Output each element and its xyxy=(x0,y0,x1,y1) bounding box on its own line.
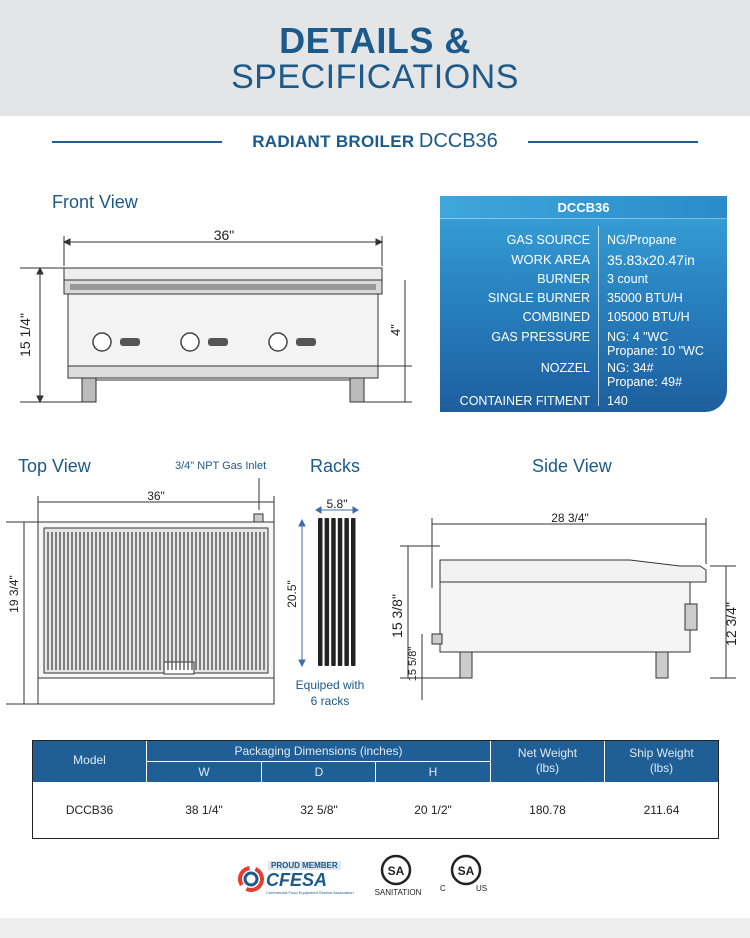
spec-value-2: Propane: 10 "WC xyxy=(607,344,704,358)
product-type: RADIANT BROILER xyxy=(252,132,415,151)
product-subtitle xyxy=(0,130,750,153)
cell-d: 32 5/8" xyxy=(300,803,338,817)
packaging-table xyxy=(32,740,719,839)
csa-badge-icon xyxy=(380,854,412,886)
side-depth-label: 28 3/4" xyxy=(551,511,589,525)
csa-us-label: US xyxy=(476,884,488,893)
col-ship-label: Ship Weight xyxy=(629,746,694,760)
racks-note xyxy=(290,677,370,709)
col-h: H xyxy=(428,765,438,779)
spec-value: NG: 4 "WC xyxy=(607,330,669,344)
racks-title: Racks xyxy=(310,456,361,476)
col-net-label: Net Weight xyxy=(517,746,578,760)
table-divider xyxy=(147,761,490,762)
csa-cus-logo xyxy=(440,852,496,900)
spec-value: 35.83x20.47in xyxy=(607,252,695,268)
col-ship xyxy=(605,746,718,776)
csa-badge-icon xyxy=(450,854,482,886)
col-model: Model xyxy=(73,753,106,767)
rack-bar xyxy=(344,518,349,666)
page-title-line2: SPECIFICATIONS xyxy=(231,58,519,96)
cfesa-logo xyxy=(238,858,358,898)
spec-label: COMBINED xyxy=(522,310,590,324)
cfesa-name: CFESA xyxy=(266,870,328,890)
col-packaging: Packaging Dimensions (inches) xyxy=(234,744,403,758)
cell-h: 20 1/2" xyxy=(414,803,452,817)
side-view-title: Side View xyxy=(532,456,612,476)
front-width-label: 36" xyxy=(213,227,235,243)
spec-label: GAS PRESSURE xyxy=(491,330,590,344)
cell-model: DCCB36 xyxy=(65,803,114,817)
front-leg-label: 4" xyxy=(388,324,403,336)
cfesa-swirl-icon xyxy=(238,866,264,892)
rack-bar xyxy=(351,518,356,666)
col-net xyxy=(491,746,604,776)
rack-bar xyxy=(331,518,336,666)
page-title-line1: DETAILS & xyxy=(279,20,471,61)
spec-value: 3 count xyxy=(607,272,649,286)
rack-length-label: 20.5" xyxy=(285,580,299,608)
front-height-label: 15 1/4" xyxy=(17,313,33,357)
rack-width-label: 5.8" xyxy=(326,497,348,511)
csa-c-label: C xyxy=(440,884,446,893)
svg-text:SA: SA xyxy=(387,864,405,878)
csa-sanitation-logo xyxy=(370,852,426,900)
spec-value-2: Propane: 49# xyxy=(607,375,683,389)
spec-label: SINGLE BURNER xyxy=(487,291,590,305)
top-view-drawing xyxy=(4,476,284,706)
table-row xyxy=(33,782,718,838)
spec-label: WORK AREA xyxy=(511,252,590,267)
side-leg-label: 15 5/8" xyxy=(407,646,419,682)
footer-bar xyxy=(0,918,750,938)
spec-value: NG/Propane xyxy=(607,233,677,247)
sanitation-label: SANITATION xyxy=(374,888,422,897)
spec-value: 105000 BTU/H xyxy=(607,310,690,324)
col-ship-unit: (lbs) xyxy=(649,761,674,775)
spec-value: 140 xyxy=(607,394,628,408)
spec-value: NG: 34# xyxy=(607,361,654,375)
spec-label: NOZZEL xyxy=(540,361,590,375)
cell-ship: 211.64 xyxy=(643,803,680,817)
front-view-drawing xyxy=(10,220,430,430)
svg-text:SA: SA xyxy=(457,864,475,878)
cell-w: 38 1/4" xyxy=(185,803,223,817)
spec-label: BURNER xyxy=(537,272,590,286)
spec-divider xyxy=(598,226,599,406)
racks-note-line2: 6 racks xyxy=(310,694,350,708)
top-width-label: 36" xyxy=(147,489,165,503)
rack-bar xyxy=(338,518,343,666)
col-net-unit: (lbs) xyxy=(535,761,560,775)
side-height-label: 15 3/8" xyxy=(389,594,405,638)
side-front-label: 12 3/4" xyxy=(723,602,739,646)
cfesa-top: PROUD MEMBER xyxy=(268,861,341,870)
col-d: D xyxy=(314,765,324,779)
spec-label: CONTAINER FITMENT xyxy=(459,394,590,408)
racks-drawing xyxy=(285,496,368,676)
col-w: W xyxy=(198,765,210,779)
cfesa-tagline: Commercial Food Equipment Service Association xyxy=(266,890,354,895)
top-view-title: Top View xyxy=(18,456,91,476)
spec-panel-header: DCCB36 xyxy=(440,196,727,219)
cell-net: 180.78 xyxy=(529,803,566,817)
gas-inlet-label: 3/4" NPT Gas Inlet xyxy=(175,460,267,472)
spec-label: GAS SOURCE xyxy=(506,233,590,247)
product-model: DCCB36 xyxy=(418,130,498,152)
rack-bar xyxy=(318,518,323,666)
spec-panel xyxy=(440,196,727,412)
side-view-drawing xyxy=(389,504,740,704)
racks-note-line1: Equiped with xyxy=(295,678,365,692)
rack-bar xyxy=(325,518,330,666)
spec-value: 35000 BTU/H xyxy=(607,291,683,305)
top-depth-label: 19 3/4" xyxy=(7,575,21,613)
front-view-title: Front View xyxy=(52,192,138,212)
